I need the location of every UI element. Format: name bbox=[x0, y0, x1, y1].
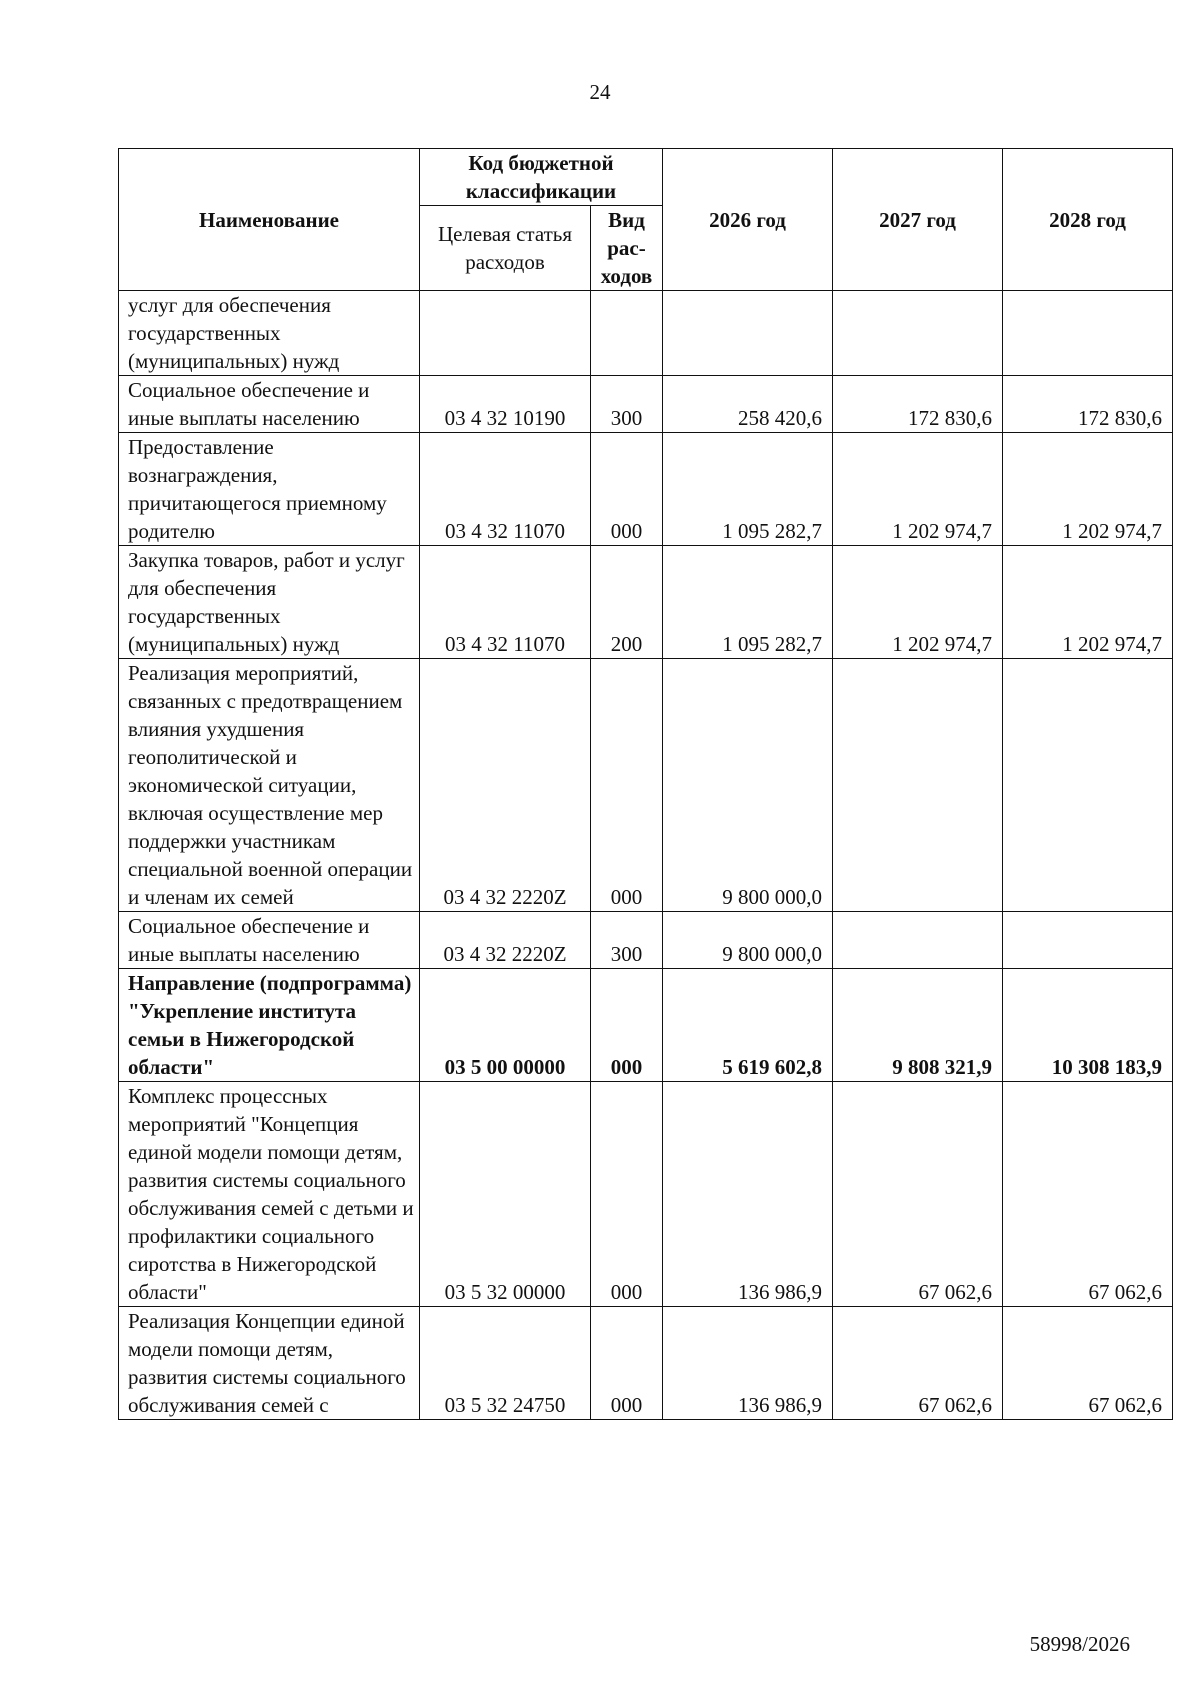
row-expense-kind: 000 bbox=[591, 659, 663, 912]
row-value-2027 bbox=[833, 912, 1003, 969]
row-value-2028: 67 062,6 bbox=[1003, 1082, 1173, 1307]
row-expense-kind: 000 bbox=[591, 969, 663, 1082]
row-value-2026: 136 986,9 bbox=[663, 1082, 833, 1307]
header-expense-kind: Вид рас-ходов bbox=[591, 206, 663, 291]
row-value-2028 bbox=[1003, 291, 1173, 376]
budget-table bbox=[118, 148, 1173, 1420]
row-expense-kind: 000 bbox=[591, 1082, 663, 1307]
row-value-2028: 172 830,6 bbox=[1003, 376, 1173, 433]
row-value-2026: 9 800 000,0 bbox=[663, 912, 833, 969]
row-value-2026: 136 986,9 bbox=[663, 1307, 833, 1420]
row-value-2028 bbox=[1003, 912, 1173, 969]
row-target-code: 03 4 32 11070 bbox=[420, 546, 591, 659]
row-value-2026: 258 420,6 bbox=[663, 376, 833, 433]
row-value-2027: 1 202 974,7 bbox=[833, 433, 1003, 546]
row-expense-kind: 300 bbox=[591, 376, 663, 433]
table-row bbox=[119, 376, 1173, 433]
row-value-2026 bbox=[663, 291, 833, 376]
table-body bbox=[119, 291, 1173, 1420]
row-value-2028: 10 308 183,9 bbox=[1003, 969, 1173, 1082]
row-value-2026: 1 095 282,7 bbox=[663, 433, 833, 546]
row-expense-kind: 000 bbox=[591, 433, 663, 546]
row-value-2027: 1 202 974,7 bbox=[833, 546, 1003, 659]
row-value-2027 bbox=[833, 659, 1003, 912]
table-row bbox=[119, 659, 1173, 912]
header-2028: 2028 год bbox=[1003, 149, 1173, 291]
row-target-code: 03 4 32 11070 bbox=[420, 433, 591, 546]
row-target-code: 03 5 00 00000 bbox=[420, 969, 591, 1082]
row-value-2028: 1 202 974,7 bbox=[1003, 546, 1173, 659]
row-expense-kind bbox=[591, 291, 663, 376]
table-row bbox=[119, 1082, 1173, 1307]
row-name: Закупка товаров, работ и услуг для обеспечения государственных (муниципальных) нужд bbox=[119, 546, 420, 659]
row-target-code: 03 4 32 10190 bbox=[420, 376, 591, 433]
table-row bbox=[119, 433, 1173, 546]
header-code-group: Код бюджетной классификации bbox=[420, 149, 663, 206]
row-name: Реализация мероприятий, связанных с предотвращением влияния ухудшения геополитической и экономической ситуации, включая осуществление мер поддержки участникам специальной военной операции и членам их семей bbox=[119, 659, 420, 912]
table-row bbox=[119, 969, 1173, 1082]
row-name: Комплекс процессных мероприятий "Концепция единой модели помощи детям, развития системы социального обслуживания семей с детьми и профилактики социального сиротства в Нижегородской области" bbox=[119, 1082, 420, 1307]
table-row bbox=[119, 1307, 1173, 1420]
header-2026: 2026 год bbox=[663, 149, 833, 291]
row-target-code: 03 4 32 2220Z bbox=[420, 912, 591, 969]
row-target-code: 03 4 32 2220Z bbox=[420, 659, 591, 912]
table-row bbox=[119, 912, 1173, 969]
document-number: 58998/2026 bbox=[1029, 1632, 1130, 1656]
header-2027: 2027 год bbox=[833, 149, 1003, 291]
row-expense-kind: 000 bbox=[591, 1307, 663, 1420]
row-name: Социальное обеспечение и иные выплаты населению bbox=[119, 376, 420, 433]
row-expense-kind: 200 bbox=[591, 546, 663, 659]
row-value-2027 bbox=[833, 291, 1003, 376]
row-value-2028 bbox=[1003, 659, 1173, 912]
row-value-2028: 67 062,6 bbox=[1003, 1307, 1173, 1420]
table-row bbox=[119, 291, 1173, 376]
table-row bbox=[119, 546, 1173, 659]
row-name: Социальное обеспечение и иные выплаты населению bbox=[119, 912, 420, 969]
row-value-2027: 67 062,6 bbox=[833, 1307, 1003, 1420]
row-value-2027: 67 062,6 bbox=[833, 1082, 1003, 1307]
page-number: 24 bbox=[589, 80, 611, 104]
header-target-article: Целевая статья расходов bbox=[420, 206, 591, 291]
row-value-2026: 5 619 602,8 bbox=[663, 969, 833, 1082]
row-target-code bbox=[420, 291, 591, 376]
row-value-2026: 1 095 282,7 bbox=[663, 546, 833, 659]
row-target-code: 03 5 32 00000 bbox=[420, 1082, 591, 1307]
row-name: Предоставление вознаграждения, причитающегося приемному родителю bbox=[119, 433, 420, 546]
table-header bbox=[119, 149, 1173, 291]
row-target-code: 03 5 32 24750 bbox=[420, 1307, 591, 1420]
row-value-2027: 172 830,6 bbox=[833, 376, 1003, 433]
row-expense-kind: 300 bbox=[591, 912, 663, 969]
row-name: Реализация Концепции единой модели помощи детям, развития системы социального обслуживания семей с bbox=[119, 1307, 420, 1420]
header-name: Наименование bbox=[119, 149, 420, 291]
row-name: услуг для обеспечения государственных (муниципальных) нужд bbox=[119, 291, 420, 376]
row-value-2027: 9 808 321,9 bbox=[833, 969, 1003, 1082]
row-value-2026: 9 800 000,0 bbox=[663, 659, 833, 912]
row-value-2028: 1 202 974,7 bbox=[1003, 433, 1173, 546]
row-name: Направление (подпрограмма) "Укрепление института семьи в Нижегородской области" bbox=[119, 969, 420, 1082]
